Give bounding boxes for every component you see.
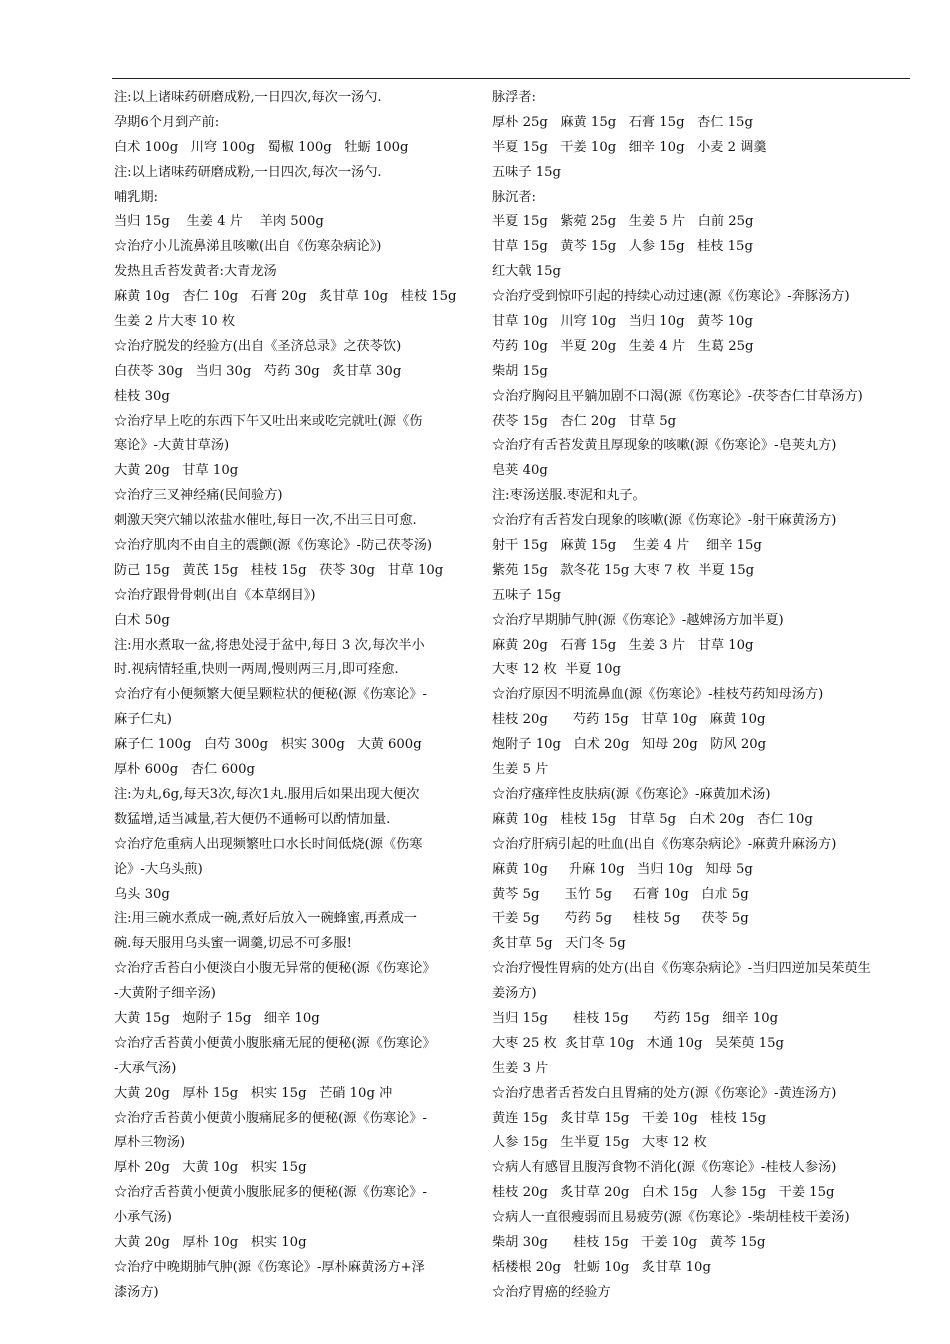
text-line: -大黄附子细辛汤) bbox=[114, 986, 216, 1002]
text-line: 当归 15g 生姜 4 片 羊肉 500g bbox=[114, 214, 324, 230]
text-line: ☆治疗小儿流鼻涕且咳嗽(出自《伤寒杂病论》) bbox=[114, 239, 382, 255]
text-line: 五味子 15g bbox=[492, 164, 561, 180]
text-line: 注:以上诸味药研磨成粉,一日四次,每次一汤勺. bbox=[114, 164, 382, 180]
text-line: ☆治疗慢性胃病的处方(出自《伤寒杂病论》-当归四逆加吴茱萸生 bbox=[492, 961, 871, 977]
text-line: 厚朴 600g 杏仁 600g bbox=[114, 762, 255, 778]
text-line: ☆治疗原因不明流鼻血(源《伤寒论》-桂枝芍药知母汤方) bbox=[492, 687, 824, 703]
text-line: 防己 15g 黄芪 15g 桂枝 15g 茯苓 30g 甘草 10g bbox=[114, 562, 444, 578]
text-line: 注:为丸,6g,每天3次,每次1丸.服用后如果出现大便次 bbox=[114, 786, 420, 802]
text-line: 生姜 2 片大枣 10 枚 bbox=[114, 314, 236, 330]
text-line: 寒论》-大黄甘草汤) bbox=[114, 438, 230, 454]
text-line: ☆治疗胸闷且平躺加剧不口渴(源《伤寒论》-茯苓杏仁甘草汤方) bbox=[492, 388, 863, 404]
text-line: 注:以上诸味药研磨成粉,一日四次,每次一汤勺. bbox=[114, 90, 382, 105]
text-line: 注:用三碗水煮成一碗,煮好后放入一碗蜂蜜,再煮成一 bbox=[114, 911, 417, 927]
text-line: ☆病人一直很瘦弱而且易疲劳(源《伤寒论》-柴胡桂枝干姜汤) bbox=[492, 1210, 850, 1226]
text-line: 大黄 20g 厚朴 10g 枳实 10g bbox=[114, 1234, 307, 1250]
text-line: 数猛增,适当减量,若大便仍不通畅可以酌情加量. bbox=[114, 811, 391, 827]
text-line: ☆治疗舌苔黄小便黄小腹痛屁多的便秘(源《伤寒论》- bbox=[114, 1110, 427, 1126]
text-line: ☆治疗肝病引起的吐血(出自《伤寒杂病论》-麻黄升麻汤方) bbox=[492, 836, 837, 852]
text-line: ☆治疗舌苔黄小便黄小腹胀屁多的便秘(源《伤寒论》- bbox=[114, 1185, 427, 1201]
text-line: ☆治疗有舌苔发白现象的咳嗽(源《伤寒论》-射干麻黄汤方) bbox=[492, 513, 837, 529]
text-line: 栝楼根 20g 牡蛎 10g 炙甘草 10g bbox=[492, 1259, 711, 1275]
text-line: 脉浮者: bbox=[492, 90, 537, 105]
text-line: 大枣 12 枚 半夏 10g bbox=[492, 662, 621, 678]
text-line: ☆治疗瘙痒性皮肤病(源《伤寒论》-麻黄加术汤) bbox=[492, 786, 771, 802]
text-line: 麻黄 10g 桂枝 15g 甘草 5g 白术 20g 杏仁 10g bbox=[492, 811, 813, 827]
text-line: 碗.每天服用乌头蜜一调羹,切忌不可多服! bbox=[114, 936, 352, 952]
text-line: 大黄 15g 炮附子 15g 细辛 10g bbox=[114, 1010, 320, 1026]
text-line: 厚朴 25g 麻黄 15g 石膏 15g 杏仁 15g bbox=[492, 114, 753, 130]
text-line: 柴胡 30g 桂枝 15g 干姜 10g 黄芩 15g bbox=[492, 1234, 766, 1250]
text-line: 厚朴三物汤) bbox=[114, 1135, 186, 1151]
text-line: 厚朴 20g 大黄 10g 枳实 15g bbox=[114, 1160, 307, 1176]
text-line: 麻子仁 100g 白芍 300g 枳实 300g 大黄 600g bbox=[114, 737, 422, 753]
text-line: ☆治疗舌苔白小便淡白小腹无异常的便秘(源《伤寒论》 bbox=[114, 961, 436, 977]
text-line: 黄芩 5g 玉竹 5g 石膏 10g 白朮 5g bbox=[492, 886, 749, 902]
text-line: 甘草 10g 川穹 10g 当归 10g 黄芩 10g bbox=[492, 314, 753, 330]
text-line: ☆治疗三叉神经痛(民间验方) bbox=[114, 488, 283, 504]
text-line: 五味子 15g bbox=[492, 587, 561, 603]
text-line: ☆治疗跟骨骨刺(出自《本草纲目》) bbox=[114, 587, 316, 603]
text-line: 炙甘草 5g 天门冬 5g bbox=[492, 936, 626, 952]
text-line: ☆治疗脱发的经验方(出自《圣济总录》之茯苓饮) bbox=[114, 338, 402, 354]
text-line: 炮附子 10g 白术 20g 知母 20g 防风 20g bbox=[492, 737, 767, 753]
text-line: 红大戟 15g bbox=[492, 264, 561, 280]
text-line: 白术 50g bbox=[114, 612, 170, 628]
text-line: 大黄 20g 厚朴 15g 枳实 15g 芒硝 10g 冲 bbox=[114, 1085, 393, 1101]
text-line: 芍药 10g 半夏 20g 生姜 4 片 生葛 25g bbox=[492, 338, 754, 354]
text-line: ☆治疗患者舌苔发白且胃痛的处方(源《伤寒论》-黄连汤方) bbox=[492, 1085, 837, 1101]
text-line: ☆治疗肌肉不由自主的震颤(源《伤寒论》-防己茯苓汤) bbox=[114, 538, 433, 554]
text-line: 哺乳期: bbox=[114, 189, 159, 205]
text-line: 桂枝 30g bbox=[114, 388, 170, 404]
text-line: 姜汤方) bbox=[492, 986, 537, 1002]
text-line: ☆治疗受到惊吓引起的持续心动过速(源《伤寒论》-奔豚汤方) bbox=[492, 289, 850, 305]
top-rule bbox=[112, 78, 910, 79]
text-line: 甘草 15g 黄芩 15g 人参 15g 桂枝 15g bbox=[492, 239, 753, 255]
text-line: 白术 100g 川穹 100g 蜀椒 100g 牡蛎 100g bbox=[114, 139, 409, 155]
text-line: 刺激天突穴辅以浓盐水催吐,每日一次,不出三日可愈. bbox=[114, 513, 417, 529]
text-line: ☆治疗舌苔黄小便黄小腹胀痛无屁的便秘(源《伤寒论》 bbox=[114, 1035, 436, 1051]
text-line: ☆治疗有舌苔发黄且厚现象的咳嗽(源《伤寒论》-皂荚丸方) bbox=[492, 438, 837, 454]
text-line: 生姜 3 片 bbox=[492, 1060, 549, 1076]
text-line: 麻子仁丸) bbox=[114, 712, 172, 728]
text-line: 脉沉者: bbox=[492, 189, 537, 205]
text-line: ☆治疗早期肺气肿(源《伤寒论》-越婢汤方加半夏) bbox=[492, 612, 784, 628]
text-line: ☆治疗危重病人出现频繁吐口水长时间低烧(源《伤寒 bbox=[114, 836, 423, 852]
text-line: 乌头 30g bbox=[114, 886, 170, 902]
text-line: 生姜 5 片 bbox=[492, 762, 549, 778]
left-column bbox=[114, 86, 472, 1306]
text-line: 桂枝 20g 芍药 15g 甘草 10g 麻黄 10g bbox=[492, 712, 766, 728]
text-line: 干姜 5g 芍药 5g 桂枝 5g 茯苓 5g bbox=[492, 911, 749, 927]
text-line: 人参 15g 生半夏 15g 大枣 12 枚 bbox=[492, 1135, 707, 1151]
text-line: 大黄 20g 甘草 10g bbox=[114, 463, 239, 479]
text-line: 半夏 15g 紫菀 25g 生姜 5 片 白前 25g bbox=[492, 214, 754, 230]
text-line: 黄连 15g 炙甘草 15g 干姜 10g 桂枝 15g bbox=[492, 1110, 767, 1126]
text-line: 白茯苓 30g 当归 30g 芍药 30g 炙甘草 30g bbox=[114, 363, 402, 379]
text-line: 麻黄 20g 石膏 15g 生姜 3 片 甘草 10g bbox=[492, 637, 754, 653]
text-line: 注:用水煮取一盆,将患处浸于盆中,每日 3 次,每次半小 bbox=[114, 637, 425, 653]
text-line: ☆治疗早上吃的东西下午又吐出来或吃完就吐(源《伤 bbox=[114, 413, 423, 429]
text-line: 紫苑 15g 款冬花 15g 大枣 7 枚 半夏 15g bbox=[492, 562, 755, 578]
text-line: 麻黄 10g 杏仁 10g 石膏 20g 炙甘草 10g 桂枝 15g bbox=[114, 289, 457, 305]
text-line: 漆汤方) bbox=[114, 1284, 159, 1300]
text-line: 射干 15g 麻黄 15g 生姜 4 片 细辛 15g bbox=[492, 538, 762, 554]
text-line: ☆治疗中晚期肺气肿(源《伤寒论》-厚朴麻黄汤方+泽 bbox=[114, 1259, 425, 1275]
text-line: ☆病人有感冒且腹泻食物不消化(源《伤寒论》-桂枝人参汤) bbox=[492, 1160, 837, 1176]
text-line: 注:枣汤送服.枣泥和丸子。 bbox=[492, 488, 646, 504]
text-line: 半夏 15g 干姜 10g 细辛 10g 小麦 2 调羹 bbox=[492, 139, 767, 155]
text-line: ☆治疗有小便频繁大便呈颗粒状的便秘(源《伤寒论》- bbox=[114, 687, 427, 703]
text-line: ☆治疗胃癌的经验方 bbox=[492, 1284, 611, 1300]
right-column bbox=[492, 86, 912, 1306]
text-line: 茯苓 15g 杏仁 20g 甘草 5g bbox=[492, 413, 677, 429]
text-line: 发热且舌苔发黄者:大青龙汤 bbox=[114, 264, 277, 280]
text-line: 大枣 25 枚 炙甘草 10g 木通 10g 吴茱萸 15g bbox=[492, 1035, 785, 1051]
text-line: 桂枝 20g 炙甘草 20g 白术 15g 人参 15g 干姜 15g bbox=[492, 1185, 835, 1201]
text-line: 小承气汤) bbox=[114, 1210, 172, 1226]
text-line: 孕期6个月到产前: bbox=[114, 114, 220, 130]
text-line: 论》-大乌头煎) bbox=[114, 861, 203, 877]
text-line: 皂荚 40g bbox=[492, 463, 548, 479]
text-line: 时.视病情轻重,快则一两周,慢则两三月,即可痊愈. bbox=[114, 662, 399, 678]
text-line: 麻黄 10g 升麻 10g 当归 10g 知母 5g bbox=[492, 861, 753, 877]
text-line: 当归 15g 桂枝 15g 芍药 15g 细辛 10g bbox=[492, 1010, 779, 1026]
text-line: 柴胡 15g bbox=[492, 363, 548, 379]
text-line: -大承气汤) bbox=[114, 1060, 177, 1076]
